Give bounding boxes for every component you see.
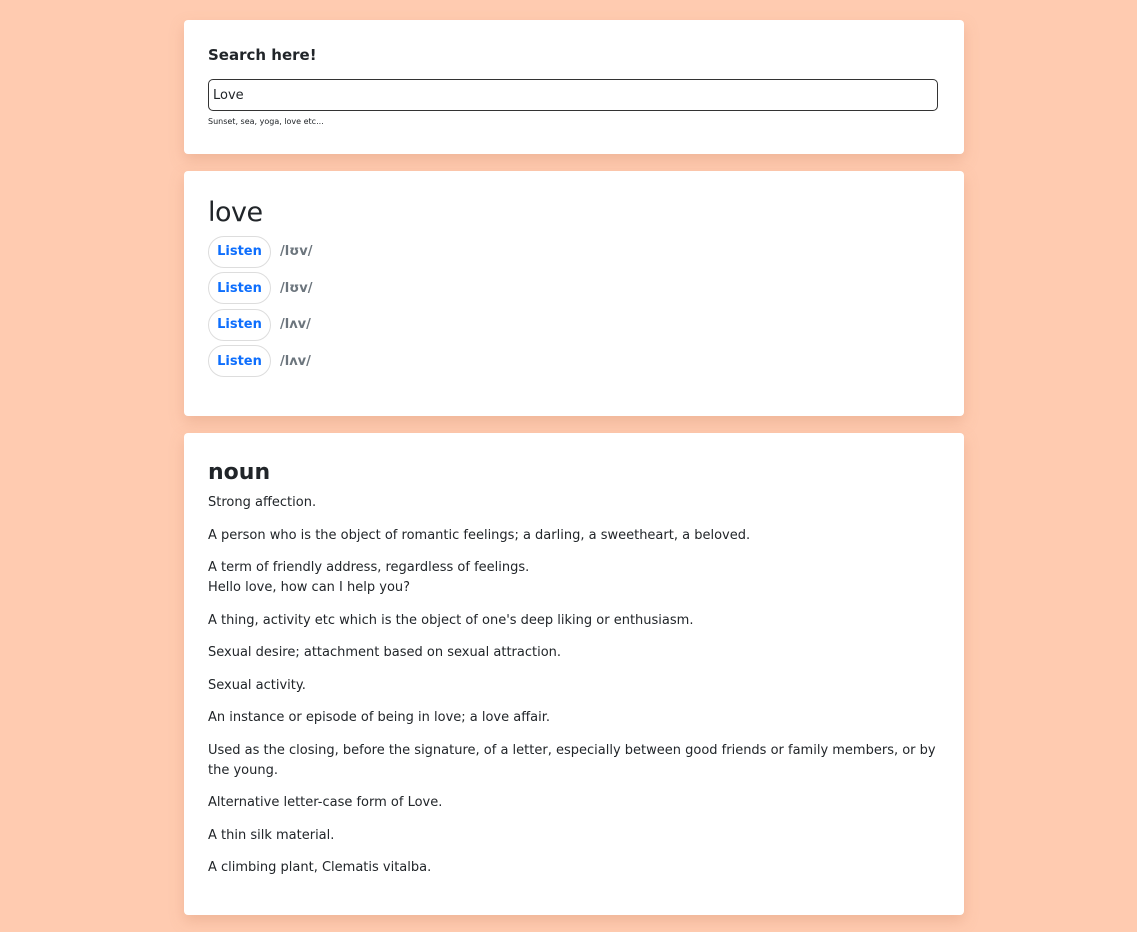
phonetic-row bbox=[208, 235, 940, 268]
definition-text: A thing, activity etc which is the object of one's deep liking or enthusiasm. bbox=[208, 612, 694, 628]
definition bbox=[208, 708, 940, 728]
search-input[interactable] bbox=[208, 79, 938, 111]
definition bbox=[208, 858, 940, 878]
phonetic-row bbox=[208, 345, 940, 378]
word-card bbox=[184, 171, 964, 416]
definition-text: An instance or episode of being in love; a love affair. bbox=[208, 710, 551, 725]
search-label: Search here! bbox=[208, 46, 317, 64]
definition-text: Sexual desire; attachment based on sexual attraction. bbox=[208, 645, 562, 660]
search-hint: Sunset, sea, yoga, love etc... bbox=[208, 117, 324, 126]
definition-example: Hello love, how can I help you? bbox=[208, 580, 411, 595]
definition bbox=[208, 493, 940, 513]
definition-text: A thin silk material. bbox=[208, 827, 335, 843]
definition bbox=[208, 826, 940, 846]
definition bbox=[208, 676, 940, 696]
search-card bbox=[184, 20, 964, 154]
definition-text: A person who is the object of romantic feelings; a darling, a sweetheart, a beloved. bbox=[208, 527, 751, 543]
definition bbox=[208, 558, 940, 598]
part-of-speech: noun bbox=[208, 460, 271, 485]
listen-button[interactable]: Listen bbox=[208, 309, 271, 341]
phonetic-text: /lʊv/ bbox=[280, 244, 313, 259]
phonetic-row bbox=[208, 308, 940, 341]
definition-text: Alternative letter-case form of Love. bbox=[208, 795, 443, 810]
definition bbox=[208, 526, 940, 546]
listen-button[interactable]: Listen bbox=[208, 345, 271, 377]
listen-button[interactable]: Listen bbox=[208, 272, 271, 304]
phonetic-row bbox=[208, 272, 940, 305]
definition bbox=[208, 793, 940, 813]
definition bbox=[208, 741, 940, 781]
definition-text: Sexual activity. bbox=[208, 677, 306, 693]
phonetic-text: /lʌv/ bbox=[280, 353, 311, 369]
meaning-card bbox=[184, 433, 964, 915]
definition-text: Used as the closing, before the signature, of a letter, especially between good friends or family members, or by the young. bbox=[208, 742, 936, 778]
listen-button[interactable]: Listen bbox=[208, 236, 271, 268]
page-container bbox=[184, 20, 964, 932]
definition-text: A term of friendly address, regardless of feelings. bbox=[208, 560, 530, 575]
phonetic-text: /lʊv/ bbox=[280, 280, 313, 296]
definition-text: A climbing plant, Clematis vitalba. bbox=[208, 860, 432, 875]
definition-text: Strong affection. bbox=[208, 495, 317, 510]
phonetic-text: /lʌv/ bbox=[280, 317, 311, 332]
definition bbox=[208, 643, 940, 663]
definition bbox=[208, 611, 940, 631]
word-title: love bbox=[208, 197, 263, 228]
